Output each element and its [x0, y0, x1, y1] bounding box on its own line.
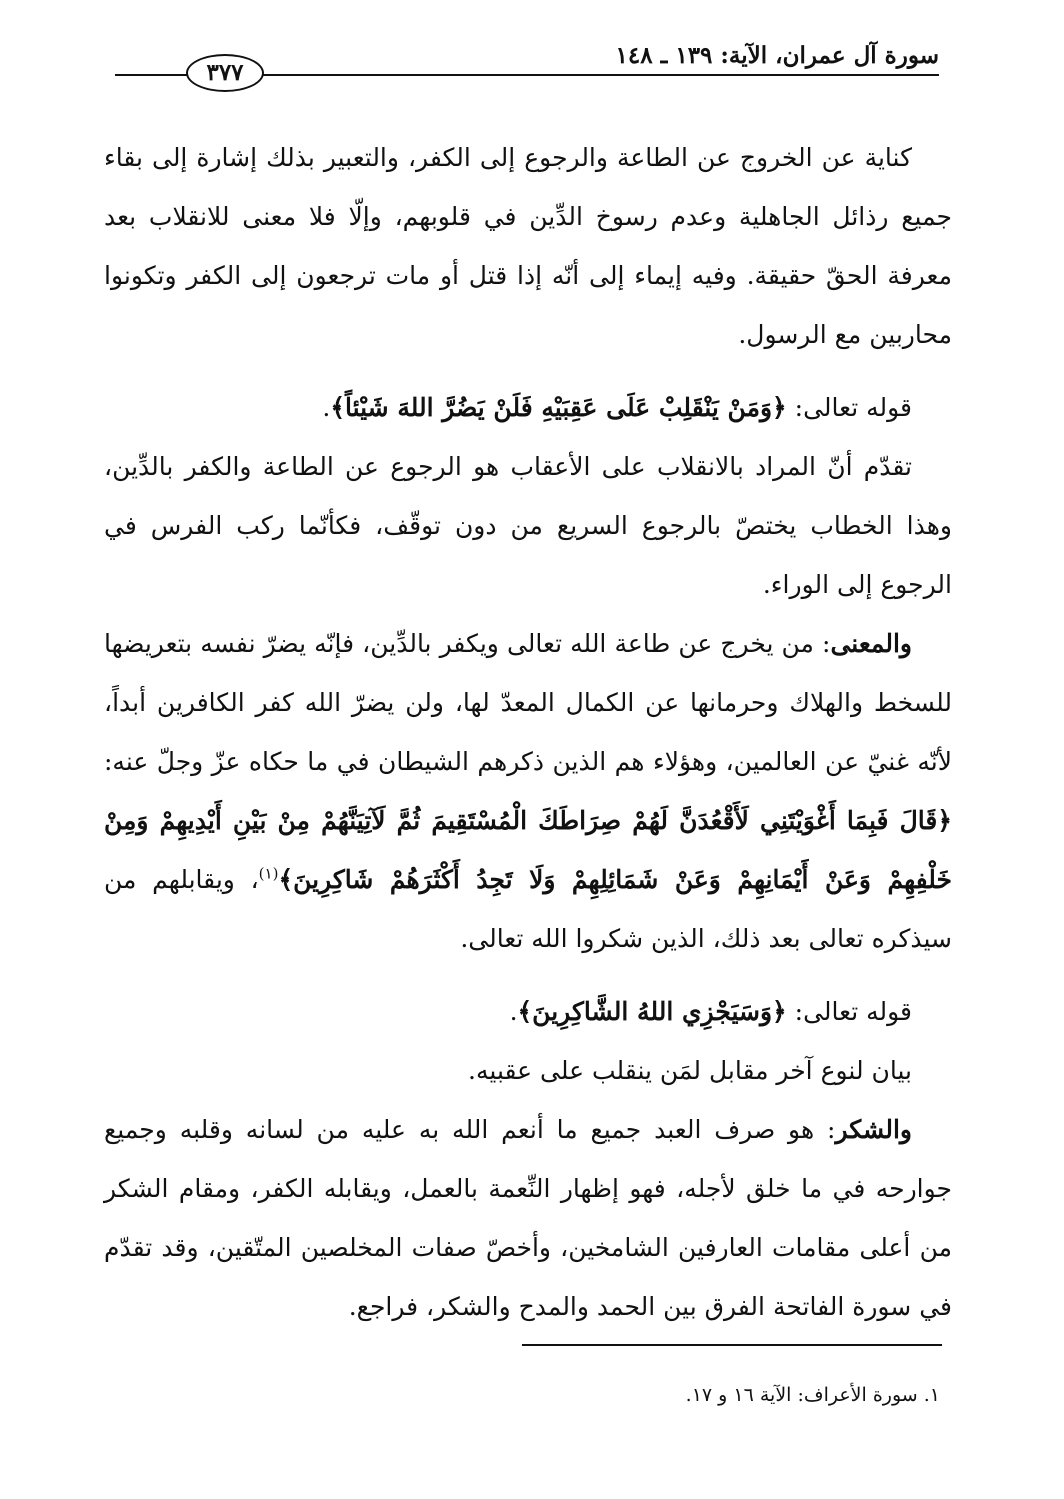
paragraph-gap: [104, 364, 952, 378]
verse-intro: قوله تعالى:: [786, 393, 912, 422]
quran-verse: ﴿قَالَ فَبِمَا أَغْوَيْتَنِي لَأَقْعُدَنَّ لَهُمْ صِرَاطَكَ الْمُسْتَقِيمَ ثُمَّ لَآتِيَنَّهُمْ مِنْ بَيْنِ أَيْدِيهِمْ وَمِنْ خَلْفِهِمْ وَعَنْ أَيْمَانِهِمْ وَعَنْ شَمَائِلِهِمْ وَلَا تَجِدُ أَكْثَرَهُمْ شَاكِرِينَ﴾: [104, 806, 952, 894]
paragraph-1: كناية عن الخروج عن الطاعة والرجوع إلى الكفر، والتعبير بذلك إشارة إلى بقاء جميع رذائل الجاهلية وعدم رسوخ الدِّين في قلوبهم، وإلّا فلا معنى للانقلاب بعد معرفة الحقّ حقيقة. وفيه إيماء إلى أنّه إذا قتل أو مات ترجعون إلى الكفر وتكونوا محاربين مع الرسول.: [104, 143, 952, 349]
paragraph-meaning: [104, 614, 952, 968]
quran-verse: ﴿وَمَنْ يَنْقَلِبْ عَلَى عَقِبَيْهِ فَلَنْ يَضُرَّ اللهَ شَيْئاً﴾: [330, 393, 787, 422]
verse-heading-2: [104, 982, 952, 1041]
main-text: [104, 128, 952, 1336]
quran-verse: ﴿وَسَيَجْزِي اللهُ الشَّاكِرِينَ﴾: [517, 997, 787, 1026]
page-number-badge: ٣٧٧: [186, 54, 264, 92]
meaning-text-end: ، ويقابلهم من سيذكره تعالى بعد ذلك، الذين شكروا الله تعالى.: [104, 865, 952, 953]
meaning-text: : من يخرج عن طاعة الله تعالى ويكفر بالدِّين، فإنّه يضرّ نفسه بتعريضها للسخط والهلاك وحرمانها عن الكمال المعدّ لها، ولن يضرّ الله كفر الكافرين أبداً، لأنّه غنيّ عن العالمين، وهؤلاء هم الذين ذكرهم الشيطان في ما حكاه عزّ وجلّ عنه:: [104, 629, 952, 776]
gratitude-term: والشكر: [835, 1115, 912, 1144]
verse-end: .: [509, 997, 518, 1026]
gratitude-text: : هو صرف العبد جميع ما أنعم الله به عليه من لسانه وقلبه وجميع جوارحه في ما خلق لأجله، فهو إظهار النِّعمة بالعمل، ويقابله الكفر، ومقام الشكر من أعلى مقامات العارفين الشامخين، وأخصّ صفات المخلصين المتّقين، وقد تقدّم في سورة الفاتحة الفرق بين الحمد والمدح والشكر، فراجع.: [104, 1115, 952, 1321]
footnote: ١. سورة الأعراف: الآية ١٦ و ١٧.: [685, 1384, 940, 1406]
paragraph-6: بيان لنوع آخر مقابل لمَن ينقلب على عقبيه.: [468, 1056, 912, 1085]
paragraph-3: تقدّم أنّ المراد بالانقلاب على الأعقاب هو الرجوع عن الطاعة والكفر بالدِّين، وهذا الخطاب يختصّ بالرجوع السريع من دون توقّف، فكأنّما ركب الفرس في الرجوع إلى الوراء.: [104, 452, 952, 599]
footnote-reference: (١): [258, 864, 279, 883]
paragraph-gratitude: [104, 1100, 952, 1336]
running-header-title: سورة آل عمران، الآية: ١٣٩ ـ ١٤٨: [615, 42, 939, 69]
paragraph-gap: [104, 968, 952, 982]
verse-heading-1: [104, 378, 952, 437]
meaning-term: والمعنى: [830, 629, 912, 658]
footnote-separator: [522, 1344, 942, 1346]
verse-intro: قوله تعالى:: [786, 997, 912, 1026]
verse-end: .: [322, 393, 331, 422]
